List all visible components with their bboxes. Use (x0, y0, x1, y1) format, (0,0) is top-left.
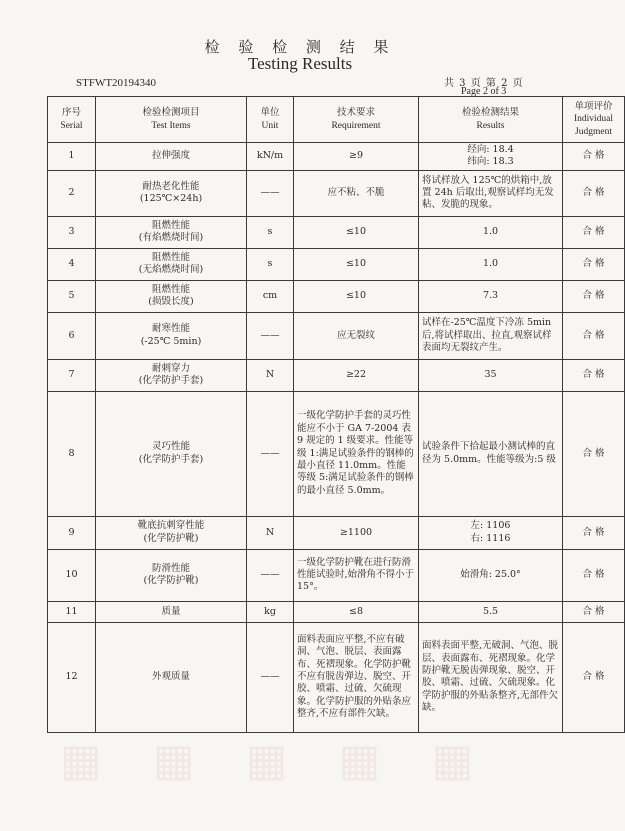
judgment-cell: 合 格 (563, 280, 625, 312)
result-cell-line: 纬向: 18.3 (467, 156, 514, 168)
table-row (48, 248, 625, 280)
test-item-cell-line: 外观质量 (151, 671, 190, 683)
judgment-cell: 合 格 (563, 312, 625, 359)
result-cell (419, 622, 563, 732)
requirement-cell: 应不粘、不脆 (294, 170, 419, 216)
serial-cell: 4 (48, 248, 96, 280)
table-row (48, 280, 625, 312)
table-row (48, 170, 625, 216)
test-item-cell-line: 阻燃性能 (151, 283, 190, 295)
test-item-cell (96, 170, 247, 216)
requirement-cell: ≤10 (294, 280, 419, 312)
unit-cell: —— (247, 170, 294, 216)
test-item-cell-line: 拉伸强度 (151, 150, 190, 162)
requirement-cell: 一级化学防护手套的灵巧性能应不小于 GA 7-2004 表 9 规定的 1 级要求。性能等级 1:满足试验条件的钢棒的最小直径 11.0mm。性能等级 5:满足试验条件的钢棒的最小直径 5.0mm。 (294, 391, 419, 516)
table-row (48, 516, 625, 549)
result-cell-line: 5.5 (482, 605, 499, 617)
result-cell (419, 359, 563, 391)
result-cell-line: 试样在-25℃温度下冷冻 5min 后,将试样取出、拉直,观察试样表面均无裂纹产生。 (422, 317, 552, 353)
test-item-cell-line: 防滑性能 (151, 562, 190, 574)
unit-cell: —— (247, 549, 294, 601)
result-cell-line: 右: 1116 (470, 532, 511, 544)
result-cell-line: 经向: 18.4 (467, 144, 514, 155)
unit-cell: kg (247, 601, 294, 622)
page-indicator-cn: 共 3 页 第 2 页 (444, 78, 524, 89)
document-title-en: Testing Results (247, 54, 353, 73)
test-item-cell (96, 549, 247, 601)
header-judgment: 单项评价 Individual Judgment (563, 97, 625, 143)
header-test-items: 检验检测项目 Test Items (96, 97, 247, 143)
serial-cell: 10 (48, 549, 96, 601)
requirement-cell: ≥1100 (294, 516, 419, 549)
result-cell-line: 35 (484, 369, 497, 381)
table-row (48, 312, 625, 359)
test-item-cell (96, 248, 247, 280)
report-number: STFWT20194340 (76, 77, 157, 89)
unit-cell: kN/m (247, 143, 294, 171)
judgment-cell: 合 格 (563, 516, 625, 549)
result-cell (419, 312, 563, 359)
serial-cell: 11 (48, 601, 96, 622)
test-item-cell-line: (化学防护手套) (138, 453, 204, 465)
judgment-cell: 合 格 (563, 143, 625, 171)
test-item-cell-line: (化学防护手套) (138, 375, 204, 387)
result-cell (419, 516, 563, 549)
test-item-cell-line: (化学防护靴) (143, 532, 199, 544)
judgment-cell: 合 格 (563, 601, 625, 622)
test-item-cell-line: 靴底抗刺穿性能 (137, 520, 205, 532)
serial-cell: 8 (48, 391, 96, 516)
test-item-cell-line: 耐寒性能 (151, 323, 190, 335)
judgment-cell: 合 格 (563, 622, 625, 732)
requirement-cell: ≥22 (294, 359, 419, 391)
header-results: 检验检测结果 Results (419, 97, 563, 143)
header-unit: 单位 Unit (247, 97, 294, 143)
test-item-cell-line: 耐热老化性能 (142, 180, 200, 192)
test-item-cell (96, 359, 247, 391)
requirement-cell: 一级化学防护靴在进行防滑性能试验时,始滑角不得小于 15°。 (294, 549, 419, 601)
unit-cell: N (247, 359, 294, 391)
table-row (48, 359, 625, 391)
judgment-cell: 合 格 (563, 359, 625, 391)
requirement-cell: ≤10 (294, 216, 419, 248)
result-cell (419, 391, 563, 516)
test-item-cell-line: 阻燃性能 (151, 219, 190, 231)
header-requirement: 技术要求 Requirement (294, 97, 419, 143)
unit-cell: N (247, 516, 294, 549)
serial-cell: 7 (48, 359, 96, 391)
table-header-row (48, 97, 625, 143)
result-cell (419, 549, 563, 601)
unit-cell: s (247, 216, 294, 248)
test-item-cell-line: (有焰燃烧时间) (138, 232, 204, 244)
table-row (48, 391, 625, 516)
result-cell (419, 143, 563, 171)
result-cell-line: 左: 1106 (470, 520, 511, 532)
unit-cell: s (247, 248, 294, 280)
test-item-cell-line: (无焰燃烧时间) (138, 264, 204, 276)
test-item-cell-line: (-25℃ 5min) (140, 335, 202, 347)
result-cell-line: 面料表面平整,无破洞、气泡、脱层、表面露布、死褶现象。化学防护靴无脱齿弹现象、脱空、开胶、喷霜、过硫、欠硫现象。化学防护服的外贴条整齐,无部件欠缺。 (422, 640, 559, 713)
result-cell-line: 试验条件下拾起最小测试棒的直径为 5.0mm。性能等级为:5 级 (422, 441, 556, 465)
result-cell (419, 248, 563, 280)
test-item-cell (96, 601, 247, 622)
judgment-cell: 合 格 (563, 248, 625, 280)
table-row (48, 601, 625, 622)
test-item-cell-line: (125℃×24h) (139, 193, 203, 205)
serial-cell: 3 (48, 216, 96, 248)
serial-cell: 2 (48, 170, 96, 216)
unit-cell: —— (247, 391, 294, 516)
header-serial: 序号 Serial (48, 97, 96, 143)
test-item-cell-line: (化学防护靴) (143, 575, 199, 587)
test-item-cell-line: (损毁长度) (148, 296, 194, 308)
unit-cell: —— (247, 622, 294, 732)
unit-cell: —— (247, 312, 294, 359)
test-item-cell (96, 622, 247, 732)
result-cell (419, 601, 563, 622)
test-item-cell (96, 391, 247, 516)
requirement-cell: 应无裂纹 (294, 312, 419, 359)
test-item-cell-line: 质量 (161, 605, 181, 617)
result-cell-line: 7.3 (482, 290, 499, 302)
document-title-cn: 检 验 检 测 结 果 (204, 38, 396, 56)
test-item-cell (96, 516, 247, 549)
result-cell-line: 始滑角: 25.0° (460, 569, 521, 581)
requirement-cell: ≤10 (294, 248, 419, 280)
test-item-cell (96, 280, 247, 312)
table-row (48, 549, 625, 601)
judgment-cell: 合 格 (563, 170, 625, 216)
result-cell (419, 170, 563, 216)
judgment-cell: 合 格 (563, 549, 625, 601)
test-item-cell (96, 143, 247, 171)
result-cell-line: 1.0 (482, 226, 499, 238)
test-item-cell-line: 灵巧性能 (151, 441, 190, 453)
page-indicator-en: Page 2 of 3 (461, 86, 507, 97)
test-item-cell (96, 312, 247, 359)
result-cell (419, 280, 563, 312)
result-cell-line: 将试样放入 125℃的烘箱中,放置 24h 后取出,观察试样均无发粘、发脆的现象。 (422, 174, 554, 211)
result-cell (419, 216, 563, 248)
table-row (48, 622, 625, 732)
requirement-cell: ≤8 (294, 601, 419, 622)
judgment-cell: 合 格 (563, 391, 625, 516)
serial-cell: 9 (48, 516, 96, 549)
result-cell-line: 1.0 (482, 258, 499, 270)
test-item-cell (96, 216, 247, 248)
serial-cell: 1 (48, 143, 96, 171)
requirement-cell: ≥9 (294, 143, 419, 171)
requirement-cell: 面料表面应平整,不应有破洞、气泡、脱层、表面露布、死褶现象。化学防护靴不应有脱齿弹边、脱空、开胶、喷霜、过硫、欠硫现象。化学防护服的外贴条应整齐,不应有部件欠缺。 (294, 622, 419, 732)
test-item-cell-line: 阻燃性能 (151, 251, 190, 263)
table-row (48, 216, 625, 248)
judgment-cell: 合 格 (563, 216, 625, 248)
test-item-cell-line: 耐刺穿力 (151, 362, 190, 374)
watermark-stamp: ▦ ▦ ▦ ▦ ▦ (60, 735, 492, 786)
serial-cell: 12 (48, 622, 96, 732)
serial-cell: 5 (48, 280, 96, 312)
serial-cell: 6 (48, 312, 96, 359)
table-row (48, 143, 625, 171)
unit-cell: cm (247, 280, 294, 312)
results-table (47, 96, 625, 733)
